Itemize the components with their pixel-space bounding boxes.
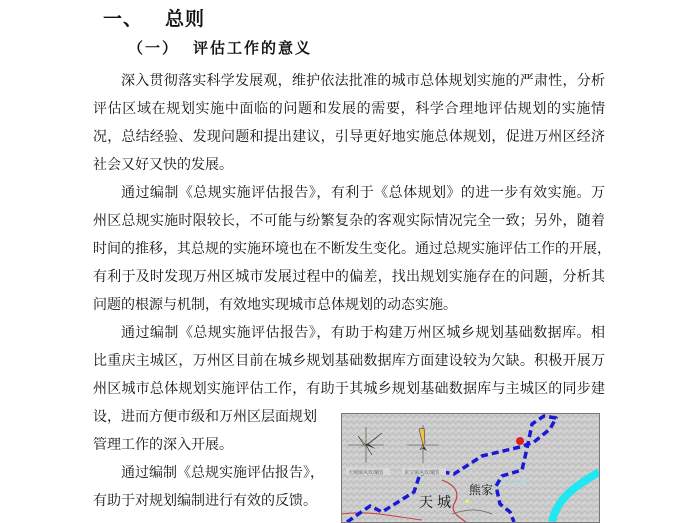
paragraph-1-line: 况，总结经验、发现问题和提出建议，引导更好地实施总体规划，促进万州区经济 [93, 129, 605, 145]
paragraph-2-line: 有利于及时发现万州区城市发展过程中的偏差，找出规划实施存在的问题，分析其 [93, 269, 605, 285]
paragraph-3-line: 州区城市总体规划实施评估工作，有助于其城乡规划基础数据库与主城区的同步建 [93, 381, 605, 397]
paragraph-2-line: 问题的根源与机制，有效地实现城市总体规划的动态实施。 [93, 297, 457, 313]
subsection-number: （一） [128, 39, 180, 57]
paragraph-3-line: 通过编制《总规实施评估报告》，有助于构建万州区城乡规划基础数据库。相 [121, 325, 605, 341]
location-marker [516, 437, 524, 445]
place-label-tiancheng: 天城 [419, 495, 455, 511]
paragraph-3-line: 设，进而方便市级和万州区层面规划 [93, 409, 317, 425]
planning-map-figure [341, 413, 600, 523]
section-number: 一、 [103, 8, 144, 30]
wind-rose-caption: 龙宝镇风玫瑰图 [404, 470, 440, 476]
wind-rose-caption: 天城镇风玫瑰图 [348, 470, 384, 476]
map-graphic [342, 414, 599, 522]
paragraph-2-line: 通过编制《总规实施评估报告》，有利于《总体规划》的进一步有效实施。万 [121, 185, 605, 201]
section-title: 总则 [165, 8, 206, 30]
paragraph-3-line: 比重庆主城区，万州区目前在城乡规划基础数据库方面建设较为欠缺。积极开展万 [93, 353, 605, 369]
subsection-title: 评估工作的意义 [193, 39, 313, 57]
paragraph-2-line: 州区总规实施时限较长，不可能与纷繁复杂的客观实际情况完全一致；另外，随着 [93, 213, 605, 229]
paragraph-3-line: 管理工作的深入开展。 [93, 437, 233, 453]
section-heading [103, 4, 205, 31]
paragraph-1-line: 社会又好又快的发展。 [93, 157, 233, 173]
paragraph-1-line: 评估区域在规划实施中面临的问题和发展的需要，科学合理地评估规划的实施情 [93, 101, 605, 117]
paragraph-2-line: 时间的推移，其总规的实施环境也在不断发生变化。通过总规实施评估工作的开展， [93, 241, 611, 257]
paragraph-1-line: 深入贯彻落实科学发展观，维护依法批准的城市总体规划实施的严肃性，分析 [121, 73, 605, 89]
place-label-xiongjia: 熊家 [469, 483, 494, 497]
subsection-heading [128, 37, 312, 58]
paragraph-4-line: 有助于对规划编制进行有效的反馈。 [93, 493, 317, 509]
paragraph-4-line: 通过编制《总规实施评估报告》， [121, 465, 324, 481]
